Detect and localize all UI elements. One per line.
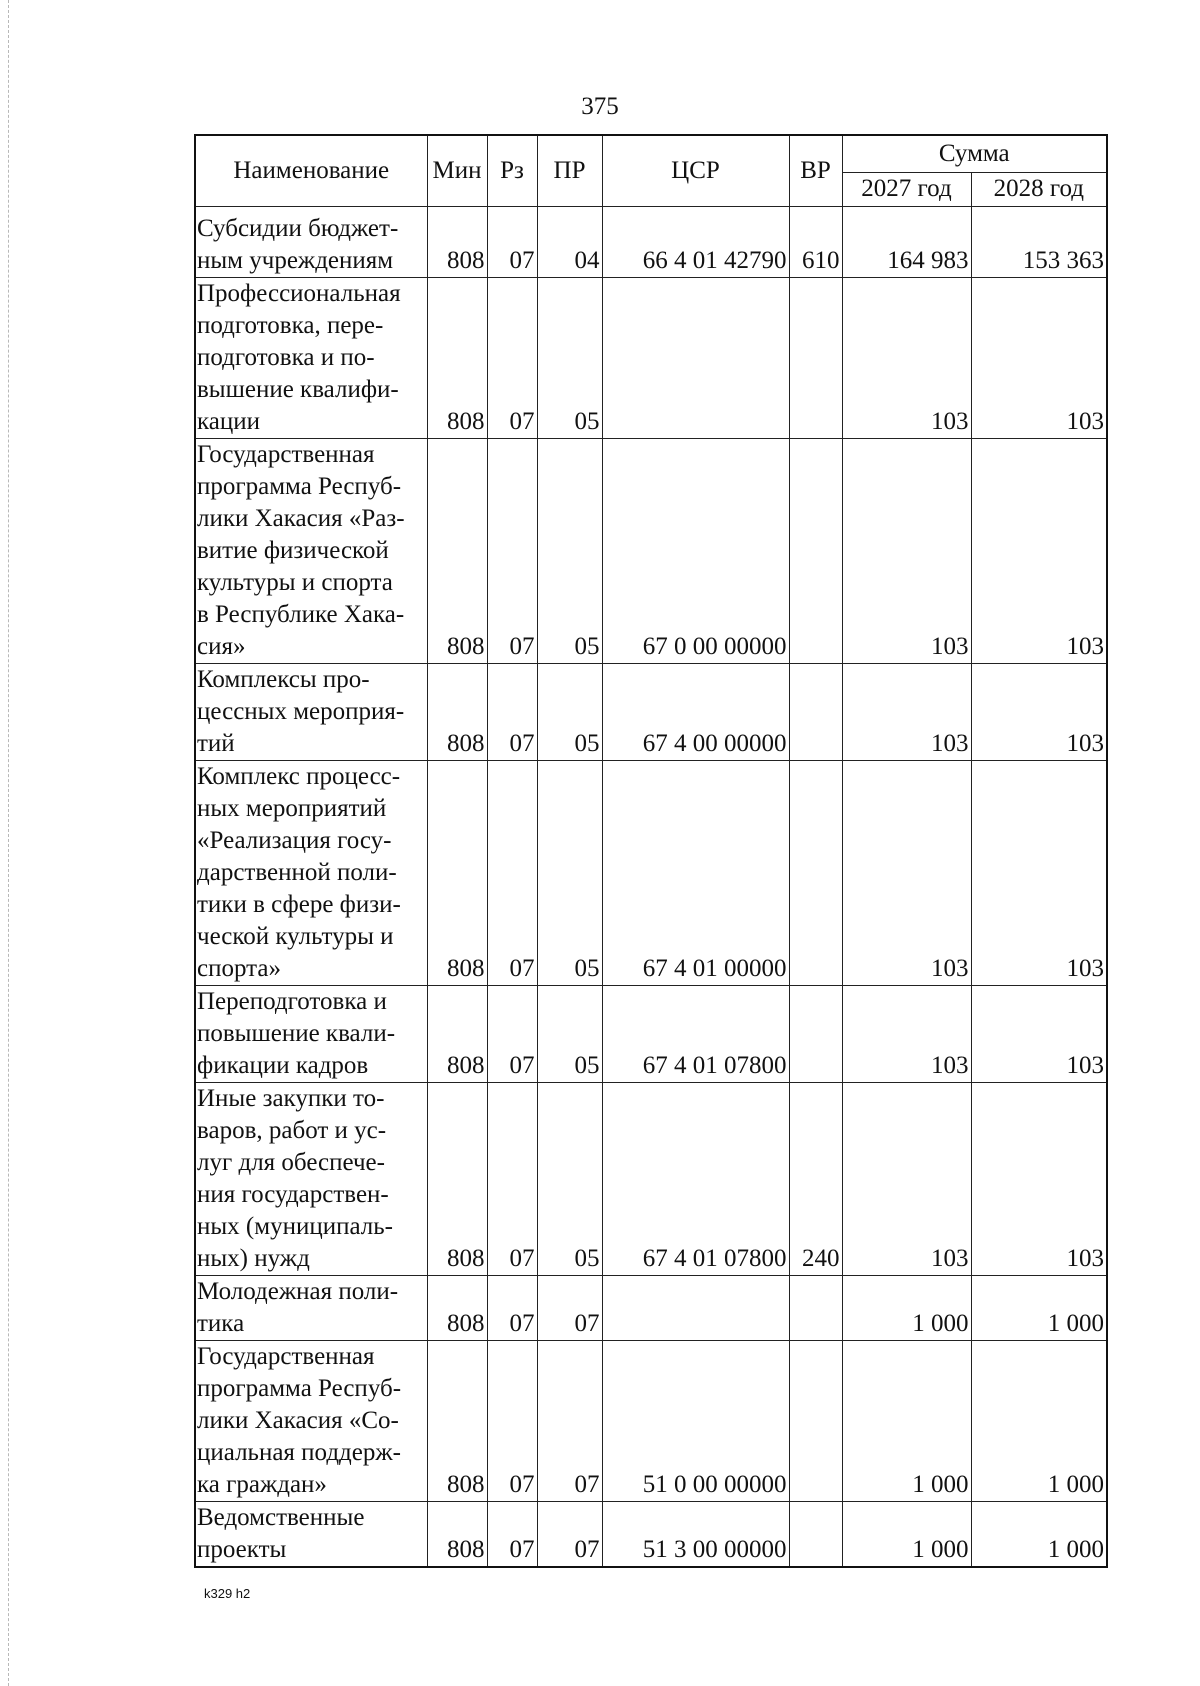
cell-pr: 07 bbox=[537, 1341, 602, 1502]
cell-sum-2027: 1 000 bbox=[842, 1341, 971, 1502]
cell-sum-2028: 1 000 bbox=[971, 1341, 1107, 1502]
header-vr: ВР bbox=[789, 135, 842, 207]
cell-rz: 07 bbox=[487, 664, 537, 761]
cell-sum-2027: 1 000 bbox=[842, 1502, 971, 1568]
cell-name bbox=[195, 761, 427, 986]
cell-pr: 05 bbox=[537, 439, 602, 664]
cell-pr: 05 bbox=[537, 278, 602, 439]
cell-name bbox=[195, 1276, 427, 1341]
table-header bbox=[195, 135, 1107, 207]
cell-csr: 51 0 00 00000 bbox=[602, 1341, 789, 1502]
name-line: культуры и спорта bbox=[197, 569, 393, 596]
cell-rz: 07 bbox=[487, 1502, 537, 1568]
cell-sum-2027: 103 bbox=[842, 664, 971, 761]
cell-csr: 67 4 00 00000 bbox=[602, 664, 789, 761]
name-line: ных) нужд bbox=[197, 1245, 310, 1272]
cell-min: 808 bbox=[427, 1083, 487, 1276]
name-line: лики Хакасия «Раз- bbox=[197, 505, 405, 532]
name-line: лики Хакасия «Со- bbox=[197, 1407, 399, 1434]
page-number: 375 bbox=[581, 93, 619, 120]
cell-vr bbox=[789, 439, 842, 664]
cell-vr bbox=[789, 761, 842, 986]
budget-table bbox=[194, 134, 1108, 1568]
cell-min: 808 bbox=[427, 664, 487, 761]
name-line: циальная поддерж- bbox=[197, 1439, 401, 1466]
cell-pr: 05 bbox=[537, 1083, 602, 1276]
name-line: подготовка, пере- bbox=[197, 312, 384, 339]
cell-csr bbox=[602, 278, 789, 439]
name-line: варов, работ и ус- bbox=[197, 1117, 387, 1144]
header-year-2027: 2027 год bbox=[842, 172, 971, 206]
table-row bbox=[195, 1276, 1107, 1341]
cell-name bbox=[195, 1083, 427, 1276]
name-line: повышение квали- bbox=[197, 1020, 396, 1047]
cell-min: 808 bbox=[427, 278, 487, 439]
cell-name bbox=[195, 1341, 427, 1502]
name-line: «Реализация госу- bbox=[197, 827, 392, 854]
name-line: ка граждан» bbox=[197, 1471, 327, 1498]
table-row bbox=[195, 207, 1107, 278]
header-pr: ПР bbox=[537, 135, 602, 207]
cell-sum-2028: 103 bbox=[971, 664, 1107, 761]
cell-sum-2027: 1 000 bbox=[842, 1276, 971, 1341]
name-line: тий bbox=[197, 730, 235, 757]
cell-sum-2028: 103 bbox=[971, 278, 1107, 439]
cell-vr bbox=[789, 664, 842, 761]
table-row bbox=[195, 761, 1107, 986]
header-min: Мин bbox=[427, 135, 487, 207]
cell-csr: 67 4 01 07800 bbox=[602, 986, 789, 1083]
name-line: Молодежная поли- bbox=[197, 1278, 399, 1305]
cell-sum-2028: 103 bbox=[971, 986, 1107, 1083]
table-row bbox=[195, 664, 1107, 761]
cell-vr: 610 bbox=[789, 207, 842, 278]
cell-sum-2028: 103 bbox=[971, 761, 1107, 986]
header-csr: ЦСР bbox=[602, 135, 789, 207]
table-row bbox=[195, 1083, 1107, 1276]
name-line: ния государствен- bbox=[197, 1181, 389, 1208]
cell-sum-2028: 103 bbox=[971, 439, 1107, 664]
cell-rz: 07 bbox=[487, 986, 537, 1083]
cell-pr: 05 bbox=[537, 761, 602, 986]
name-line: Ведомственные bbox=[197, 1504, 365, 1531]
name-line: сия» bbox=[197, 633, 246, 660]
name-line: луг для обеспече- bbox=[197, 1149, 385, 1176]
cell-sum-2027: 164 983 bbox=[842, 207, 971, 278]
cell-sum-2027: 103 bbox=[842, 761, 971, 986]
cell-rz: 07 bbox=[487, 439, 537, 664]
cell-sum-2027: 103 bbox=[842, 278, 971, 439]
cell-sum-2028: 1 000 bbox=[971, 1276, 1107, 1341]
name-line: Профессиональная bbox=[197, 280, 401, 307]
name-line: Комплекс процесс- bbox=[197, 763, 401, 790]
cell-sum-2027: 103 bbox=[842, 439, 971, 664]
cell-csr: 67 4 01 07800 bbox=[602, 1083, 789, 1276]
cell-vr bbox=[789, 278, 842, 439]
name-line: проекты bbox=[197, 1536, 287, 1563]
cell-name bbox=[195, 439, 427, 664]
name-line: спорта» bbox=[197, 955, 281, 982]
cell-sum-2028: 153 363 bbox=[971, 207, 1107, 278]
name-line: Комплексы про- bbox=[197, 666, 370, 693]
table-row bbox=[195, 278, 1107, 439]
name-line: тика bbox=[197, 1310, 245, 1337]
cell-rz: 07 bbox=[487, 1276, 537, 1341]
header-sum: Сумма bbox=[842, 135, 1107, 172]
name-line: ческой культуры и bbox=[197, 923, 394, 950]
header-name: Наименование bbox=[195, 135, 427, 207]
cell-rz: 07 bbox=[487, 761, 537, 986]
name-line: вышение квалифи- bbox=[197, 376, 399, 403]
cell-sum-2028: 1 000 bbox=[971, 1502, 1107, 1568]
name-line: Государственная bbox=[197, 441, 375, 468]
table-body bbox=[195, 207, 1107, 1568]
cell-vr bbox=[789, 1502, 842, 1568]
name-line: ным учреждениям bbox=[197, 247, 394, 274]
table-row bbox=[195, 986, 1107, 1083]
cell-min: 808 bbox=[427, 1341, 487, 1502]
cell-vr bbox=[789, 986, 842, 1083]
cell-csr: 66 4 01 42790 bbox=[602, 207, 789, 278]
cell-sum-2027: 103 bbox=[842, 986, 971, 1083]
scan-edge-line bbox=[8, 0, 9, 1686]
table-row bbox=[195, 1341, 1107, 1502]
name-line: подготовка и по- bbox=[197, 344, 375, 371]
cell-min: 808 bbox=[427, 439, 487, 664]
cell-name bbox=[195, 278, 427, 439]
cell-vr bbox=[789, 1276, 842, 1341]
cell-sum-2028: 103 bbox=[971, 1083, 1107, 1276]
cell-name bbox=[195, 986, 427, 1083]
cell-rz: 07 bbox=[487, 1341, 537, 1502]
cell-min: 808 bbox=[427, 1502, 487, 1568]
cell-rz: 07 bbox=[487, 1083, 537, 1276]
name-line: в Республике Хака- bbox=[197, 601, 405, 628]
name-line: Переподготовка и bbox=[197, 988, 387, 1015]
cell-pr: 05 bbox=[537, 986, 602, 1083]
name-line: кации bbox=[197, 408, 261, 435]
cell-vr: 240 bbox=[789, 1083, 842, 1276]
cell-rz: 07 bbox=[487, 278, 537, 439]
header-year-2028: 2028 год bbox=[971, 172, 1107, 206]
cell-csr: 51 3 00 00000 bbox=[602, 1502, 789, 1568]
table-row bbox=[195, 439, 1107, 664]
cell-min: 808 bbox=[427, 1276, 487, 1341]
footer-code: k329 h2 bbox=[204, 1586, 251, 1601]
cell-csr: 67 4 01 00000 bbox=[602, 761, 789, 986]
cell-min: 808 bbox=[427, 986, 487, 1083]
cell-pr: 04 bbox=[537, 207, 602, 278]
cell-rz: 07 bbox=[487, 207, 537, 278]
header-rz: Рз bbox=[487, 135, 537, 207]
cell-min: 808 bbox=[427, 761, 487, 986]
name-line: программа Респуб- bbox=[197, 1375, 402, 1402]
cell-csr: 67 0 00 00000 bbox=[602, 439, 789, 664]
cell-pr: 07 bbox=[537, 1276, 602, 1341]
cell-name bbox=[195, 664, 427, 761]
table-row bbox=[195, 1502, 1107, 1568]
cell-pr: 07 bbox=[537, 1502, 602, 1568]
cell-min: 808 bbox=[427, 207, 487, 278]
cell-vr bbox=[789, 1341, 842, 1502]
name-line: фикации кадров bbox=[197, 1052, 369, 1079]
cell-pr: 05 bbox=[537, 664, 602, 761]
name-line: витие физической bbox=[197, 537, 389, 564]
name-line: тики в сфере физи- bbox=[197, 891, 401, 918]
name-line: программа Респуб- bbox=[197, 473, 402, 500]
name-line: цессных мероприя- bbox=[197, 698, 405, 725]
cell-sum-2027: 103 bbox=[842, 1083, 971, 1276]
cell-name bbox=[195, 1502, 427, 1568]
name-line: ных (муниципаль- bbox=[197, 1213, 393, 1240]
cell-name bbox=[195, 207, 427, 278]
name-line: Субсидии бюджет- bbox=[197, 215, 399, 242]
cell-csr bbox=[602, 1276, 789, 1341]
name-line: дарственной поли- bbox=[197, 859, 397, 886]
name-line: ных мероприятий bbox=[197, 795, 387, 822]
name-line: Иные закупки то- bbox=[197, 1085, 385, 1112]
name-line: Государственная bbox=[197, 1343, 375, 1370]
